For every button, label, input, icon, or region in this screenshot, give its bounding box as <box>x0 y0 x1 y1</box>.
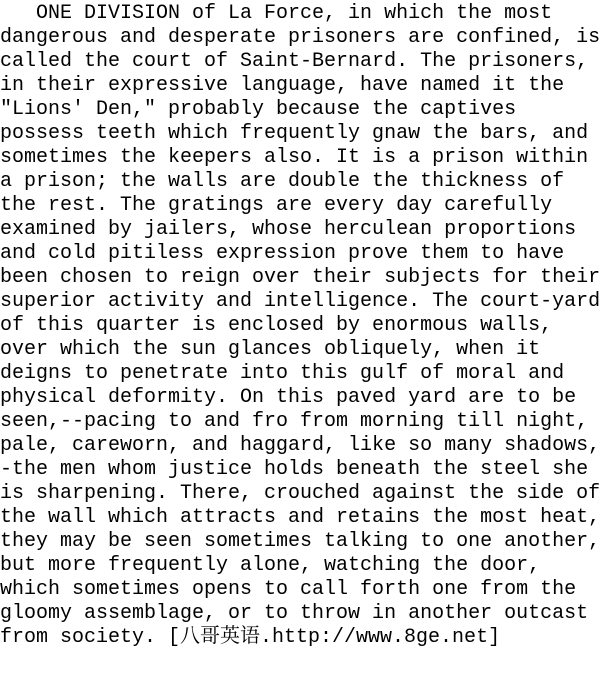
text-line: ONE DIVISION of La Force, in which the most <box>0 2 553 25</box>
text-line: -the men whom justice holds beneath the steel she <box>0 458 589 481</box>
text-line: "Lions' Den," probably because the captives <box>0 98 517 121</box>
document-text <box>0 2 600 650</box>
text-line: sometimes the keepers also. It is a prison within <box>0 146 589 169</box>
text-line: the wall which attracts and retains the most heat, <box>0 506 600 529</box>
text-line: a prison; the walls are double the thickness of <box>0 170 565 193</box>
text-line: gloomy assemblage, or to throw in another outcast <box>0 602 589 625</box>
text-line: dangerous and desperate prisoners are confined, is <box>0 26 600 49</box>
text-line: the rest. The gratings are every day carefully <box>0 194 553 217</box>
text-line: possess teeth which frequently gnaw the bars, and <box>0 122 589 145</box>
text-line: which sometimes opens to call forth one from the <box>0 578 577 601</box>
text-line: in their expressive language, have named it the <box>0 74 565 97</box>
text-line: physical deformity. On this paved yard are to be <box>0 386 577 409</box>
text-line: deigns to penetrate into this gulf of moral and <box>0 362 565 385</box>
text-line: and cold pitiless expression prove them to have <box>0 242 565 265</box>
text-line: superior activity and intelligence. The court-yard <box>0 290 600 313</box>
text-line: examined by jailers, whose herculean proportions <box>0 218 577 241</box>
text-line: called the court of Saint-Bernard. The prisoners, <box>0 50 589 73</box>
text-line: of this quarter is enclosed by enormous walls, <box>0 314 553 337</box>
text-line: from society. [八哥英语.http://www.8ge.net] <box>0 626 501 649</box>
text-line: seen,--pacing to and fro from morning till night, <box>0 410 589 433</box>
text-line: been chosen to reign over their subjects for their <box>0 266 600 289</box>
text-line: pale, careworn, and haggard, like so many shadows, <box>0 434 600 457</box>
text-line: over which the sun glances obliquely, when it <box>0 338 541 361</box>
text-line: but more frequently alone, watching the door, <box>0 554 541 577</box>
text-line: they may be seen sometimes talking to one another, <box>0 530 600 553</box>
text-line: is sharpening. There, crouched against the side of <box>0 482 600 505</box>
